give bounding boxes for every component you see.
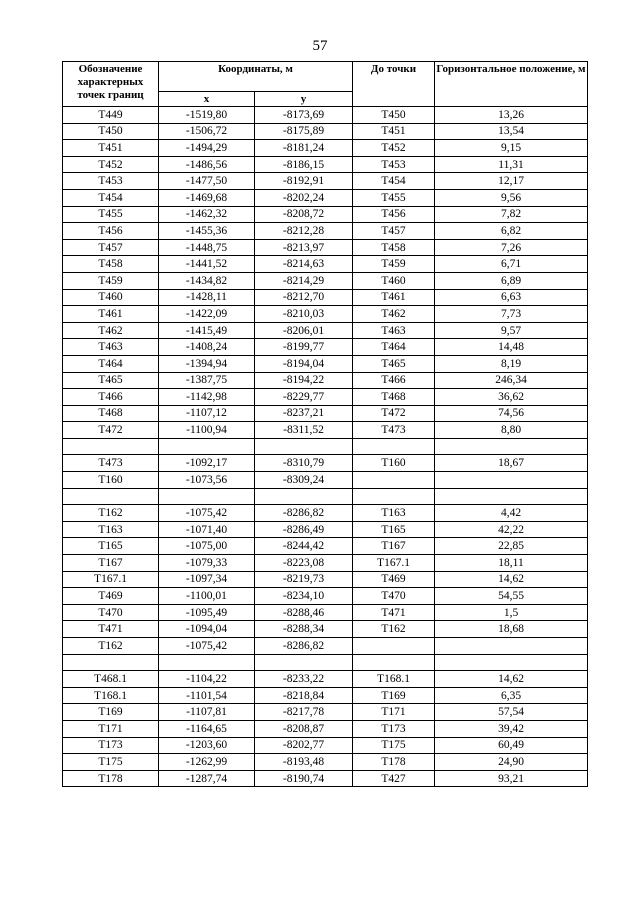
cell-x: -1287,74	[159, 770, 255, 787]
cell-to-point: Т459	[353, 256, 435, 273]
table-row	[63, 455, 588, 472]
cell-to-point: Т165	[353, 521, 435, 538]
cell-to-point: Т460	[353, 272, 435, 289]
cell-to-point: Т471	[353, 604, 435, 621]
cell-to-point: Т472	[353, 405, 435, 422]
cell-to-point: Т455	[353, 189, 435, 206]
cell-distance: 7,82	[435, 206, 588, 223]
cell-to-point: Т458	[353, 239, 435, 256]
cell-x: -1164,65	[159, 720, 255, 737]
cell-y: -8214,29	[255, 272, 353, 289]
cell-x: -1387,75	[159, 372, 255, 389]
cell-distance: 7,73	[435, 306, 588, 323]
cell-y: -8192,91	[255, 173, 353, 190]
cell-to-point: Т473	[353, 422, 435, 439]
cell-distance: 4,42	[435, 505, 588, 522]
cell-distance: 22,85	[435, 538, 588, 555]
cell-distance: 6,89	[435, 272, 588, 289]
header-point-designation: Обозначение характерных точек границ	[63, 62, 159, 107]
table-row	[63, 505, 588, 522]
cell-y: -8288,34	[255, 621, 353, 638]
cell-distance: 9,56	[435, 189, 588, 206]
header-coordinates: Координаты, м	[159, 62, 353, 92]
cell-to-point	[353, 488, 435, 505]
cell-point: Т465	[63, 372, 159, 389]
cell-y: -8214,63	[255, 256, 353, 273]
cell-y: -8237,21	[255, 405, 353, 422]
cell-to-point	[353, 654, 435, 671]
cell-y: -8202,24	[255, 189, 353, 206]
cell-distance: 13,54	[435, 123, 588, 140]
cell-x	[159, 488, 255, 505]
cell-to-point: Т470	[353, 588, 435, 605]
cell-y: -8286,82	[255, 638, 353, 655]
cell-point: Т178	[63, 770, 159, 787]
cell-distance: 74,56	[435, 405, 588, 422]
table-row	[63, 256, 588, 273]
table-row	[63, 107, 588, 124]
cell-y: -8213,97	[255, 239, 353, 256]
cell-x: -1075,42	[159, 638, 255, 655]
table-row	[63, 289, 588, 306]
cell-distance: 14,62	[435, 571, 588, 588]
cell-to-point: Т162	[353, 621, 435, 638]
table-row	[63, 737, 588, 754]
cell-distance: 93,21	[435, 770, 588, 787]
cell-y: -8244,42	[255, 538, 353, 555]
cell-x: -1101,54	[159, 687, 255, 704]
cell-y: -8233,22	[255, 671, 353, 688]
cell-y	[255, 438, 353, 455]
table-row	[63, 372, 588, 389]
table-row	[63, 438, 588, 455]
table-row	[63, 355, 588, 372]
cell-to-point: Т465	[353, 355, 435, 372]
cell-to-point: Т453	[353, 156, 435, 173]
table-row	[63, 654, 588, 671]
cell-point: Т458	[63, 256, 159, 273]
cell-x: -1097,34	[159, 571, 255, 588]
cell-x	[159, 438, 255, 455]
cell-y: -8218,84	[255, 687, 353, 704]
cell-distance: 60,49	[435, 737, 588, 754]
cell-to-point: Т454	[353, 173, 435, 190]
table-row	[63, 687, 588, 704]
cell-to-point: Т168.1	[353, 671, 435, 688]
cell-x: -1469,68	[159, 189, 255, 206]
cell-distance: 11,31	[435, 156, 588, 173]
cell-to-point: Т171	[353, 704, 435, 721]
cell-distance: 13,26	[435, 107, 588, 124]
cell-x: -1441,52	[159, 256, 255, 273]
cell-point: Т165	[63, 538, 159, 555]
cell-point: Т167	[63, 555, 159, 572]
cell-x: -1415,49	[159, 322, 255, 339]
cell-distance: 24,90	[435, 754, 588, 771]
cell-to-point: Т160	[353, 455, 435, 472]
cell-y: -8217,78	[255, 704, 353, 721]
cell-x: -1071,40	[159, 521, 255, 538]
cell-point: Т175	[63, 754, 159, 771]
cell-point: Т455	[63, 206, 159, 223]
cell-to-point: Т173	[353, 720, 435, 737]
cell-distance	[435, 472, 588, 489]
cell-y: -8210,03	[255, 306, 353, 323]
cell-point: Т451	[63, 140, 159, 157]
header-x: x	[159, 92, 255, 107]
cell-to-point: Т451	[353, 123, 435, 140]
table-row	[63, 272, 588, 289]
cell-x: -1494,29	[159, 140, 255, 157]
table-row	[63, 140, 588, 157]
cell-point: Т453	[63, 173, 159, 190]
cell-point: Т171	[63, 720, 159, 737]
cell-to-point: Т167	[353, 538, 435, 555]
table-row	[63, 604, 588, 621]
cell-x: -1428,11	[159, 289, 255, 306]
cell-distance: 9,57	[435, 322, 588, 339]
table-row	[63, 206, 588, 223]
cell-x: -1075,42	[159, 505, 255, 522]
cell-distance	[435, 488, 588, 505]
cell-to-point: Т167.1	[353, 555, 435, 572]
cell-to-point: Т464	[353, 339, 435, 356]
cell-point: Т473	[63, 455, 159, 472]
cell-x: -1095,49	[159, 604, 255, 621]
table-row	[63, 521, 588, 538]
table-row	[63, 671, 588, 688]
cell-point: Т168.1	[63, 687, 159, 704]
cell-x: -1075,00	[159, 538, 255, 555]
cell-x: -1434,82	[159, 272, 255, 289]
cell-y	[255, 488, 353, 505]
cell-to-point: Т456	[353, 206, 435, 223]
cell-y: -8309,24	[255, 472, 353, 489]
cell-y: -8206,01	[255, 322, 353, 339]
cell-distance: 54,55	[435, 588, 588, 605]
cell-to-point	[353, 638, 435, 655]
table-row	[63, 339, 588, 356]
cell-distance: 8,19	[435, 355, 588, 372]
cell-point: Т449	[63, 107, 159, 124]
cell-y: -8193,48	[255, 754, 353, 771]
cell-x: -1079,33	[159, 555, 255, 572]
cell-y: -8286,49	[255, 521, 353, 538]
cell-x: -1100,01	[159, 588, 255, 605]
cell-distance: 42,22	[435, 521, 588, 538]
cell-point: Т469	[63, 588, 159, 605]
cell-to-point: Т462	[353, 306, 435, 323]
table-row	[63, 405, 588, 422]
cell-y: -8223,08	[255, 555, 353, 572]
cell-point: Т461	[63, 306, 159, 323]
table-row	[63, 306, 588, 323]
cell-point: Т167.1	[63, 571, 159, 588]
cell-point: Т162	[63, 638, 159, 655]
cell-y: -8199,77	[255, 339, 353, 356]
table-row	[63, 588, 588, 605]
cell-point	[63, 438, 159, 455]
cell-x: -1100,94	[159, 422, 255, 439]
cell-point: Т162	[63, 505, 159, 522]
cell-point: Т163	[63, 521, 159, 538]
cell-distance: 9,15	[435, 140, 588, 157]
table-row	[63, 770, 588, 787]
cell-distance: 246,34	[435, 372, 588, 389]
cell-y: -8212,70	[255, 289, 353, 306]
cell-y: -8175,89	[255, 123, 353, 140]
table-body	[63, 107, 588, 787]
cell-y	[255, 654, 353, 671]
cell-x: -1448,75	[159, 239, 255, 256]
cell-to-point: Т163	[353, 505, 435, 522]
cell-x: -1104,22	[159, 671, 255, 688]
cell-distance: 6,82	[435, 223, 588, 240]
cell-x: -1408,24	[159, 339, 255, 356]
table-row	[63, 538, 588, 555]
cell-point: Т462	[63, 322, 159, 339]
table-row	[63, 189, 588, 206]
table-row	[63, 123, 588, 140]
cell-point: Т173	[63, 737, 159, 754]
cell-point	[63, 488, 159, 505]
cell-y: -8286,82	[255, 505, 353, 522]
cell-x: -1486,56	[159, 156, 255, 173]
cell-to-point: Т427	[353, 770, 435, 787]
table-row	[63, 389, 588, 406]
cell-point: Т450	[63, 123, 159, 140]
cell-x: -1262,99	[159, 754, 255, 771]
table-row	[63, 754, 588, 771]
cell-point: Т466	[63, 389, 159, 406]
cell-y: -8208,87	[255, 720, 353, 737]
cell-y: -8208,72	[255, 206, 353, 223]
cell-x: -1092,17	[159, 455, 255, 472]
cell-x: -1506,72	[159, 123, 255, 140]
cell-distance: 6,63	[435, 289, 588, 306]
cell-to-point: Т466	[353, 372, 435, 389]
cell-x: -1094,04	[159, 621, 255, 638]
cell-point: Т470	[63, 604, 159, 621]
cell-point: Т468	[63, 405, 159, 422]
cell-distance: 7,26	[435, 239, 588, 256]
cell-x: -1477,50	[159, 173, 255, 190]
cell-y: -8212,28	[255, 223, 353, 240]
cell-x: -1107,12	[159, 405, 255, 422]
cell-y: -8219,73	[255, 571, 353, 588]
cell-distance	[435, 438, 588, 455]
table-row	[63, 472, 588, 489]
cell-x: -1455,36	[159, 223, 255, 240]
cell-distance: 39,42	[435, 720, 588, 737]
cell-to-point: Т469	[353, 571, 435, 588]
cell-y: -8202,77	[255, 737, 353, 754]
cell-point: Т454	[63, 189, 159, 206]
cell-y: -8229,77	[255, 389, 353, 406]
cell-to-point: Т178	[353, 754, 435, 771]
cell-distance: 18,11	[435, 555, 588, 572]
cell-x: -1422,09	[159, 306, 255, 323]
cell-y: -8173,69	[255, 107, 353, 124]
cell-x: -1462,32	[159, 206, 255, 223]
cell-distance: 36,62	[435, 389, 588, 406]
cell-x	[159, 654, 255, 671]
cell-distance: 14,48	[435, 339, 588, 356]
cell-point: Т463	[63, 339, 159, 356]
cell-distance	[435, 654, 588, 671]
cell-distance: 12,17	[435, 173, 588, 190]
cell-distance	[435, 638, 588, 655]
cell-to-point: Т169	[353, 687, 435, 704]
cell-to-point: Т463	[353, 322, 435, 339]
cell-to-point: Т461	[353, 289, 435, 306]
table-row	[63, 571, 588, 588]
table-row	[63, 239, 588, 256]
cell-point: Т471	[63, 621, 159, 638]
table-row	[63, 488, 588, 505]
cell-distance: 6,71	[435, 256, 588, 273]
cell-y: -8311,52	[255, 422, 353, 439]
cell-y: -8190,74	[255, 770, 353, 787]
cell-y: -8194,04	[255, 355, 353, 372]
cell-x: -1073,56	[159, 472, 255, 489]
cell-x: -1203,60	[159, 737, 255, 754]
cell-point: Т468.1	[63, 671, 159, 688]
cell-point: Т464	[63, 355, 159, 372]
table-row	[63, 322, 588, 339]
cell-point	[63, 654, 159, 671]
cell-point: Т160	[63, 472, 159, 489]
cell-to-point: Т450	[353, 107, 435, 124]
cell-y: -8234,10	[255, 588, 353, 605]
header-horizontal-distance: Горизонтальное положение, м	[435, 62, 588, 107]
table-row	[63, 156, 588, 173]
table-row	[63, 555, 588, 572]
cell-y: -8181,24	[255, 140, 353, 157]
table-row	[63, 720, 588, 737]
cell-to-point	[353, 438, 435, 455]
header-to-point: До точки	[353, 62, 435, 107]
table-row	[63, 173, 588, 190]
cell-point: Т472	[63, 422, 159, 439]
table-row	[63, 621, 588, 638]
cell-distance: 14,62	[435, 671, 588, 688]
cell-to-point: Т175	[353, 737, 435, 754]
table-row	[63, 704, 588, 721]
cell-distance: 1,5	[435, 604, 588, 621]
header-y: y	[255, 92, 353, 107]
cell-point: Т169	[63, 704, 159, 721]
cell-distance: 6,35	[435, 687, 588, 704]
cell-x: -1394,94	[159, 355, 255, 372]
cell-y: -8310,79	[255, 455, 353, 472]
page-number: 57	[312, 38, 328, 54]
cell-point: Т456	[63, 223, 159, 240]
cell-to-point: Т452	[353, 140, 435, 157]
cell-point: Т459	[63, 272, 159, 289]
cell-to-point: Т457	[353, 223, 435, 240]
cell-x: -1142,98	[159, 389, 255, 406]
cell-distance: 18,67	[435, 455, 588, 472]
table-row	[63, 223, 588, 240]
cell-to-point: Т468	[353, 389, 435, 406]
cell-y: -8186,15	[255, 156, 353, 173]
cell-distance: 8,80	[435, 422, 588, 439]
cell-point: Т457	[63, 239, 159, 256]
table-row	[63, 422, 588, 439]
cell-x: -1519,80	[159, 107, 255, 124]
table-row	[63, 638, 588, 655]
cell-x: -1107,81	[159, 704, 255, 721]
cell-distance: 18,68	[435, 621, 588, 638]
cell-to-point	[353, 472, 435, 489]
cell-y: -8288,46	[255, 604, 353, 621]
table-header	[63, 62, 588, 107]
coordinates-table	[62, 61, 588, 787]
cell-point: Т460	[63, 289, 159, 306]
cell-point: Т452	[63, 156, 159, 173]
cell-distance: 57,54	[435, 704, 588, 721]
cell-y: -8194,22	[255, 372, 353, 389]
